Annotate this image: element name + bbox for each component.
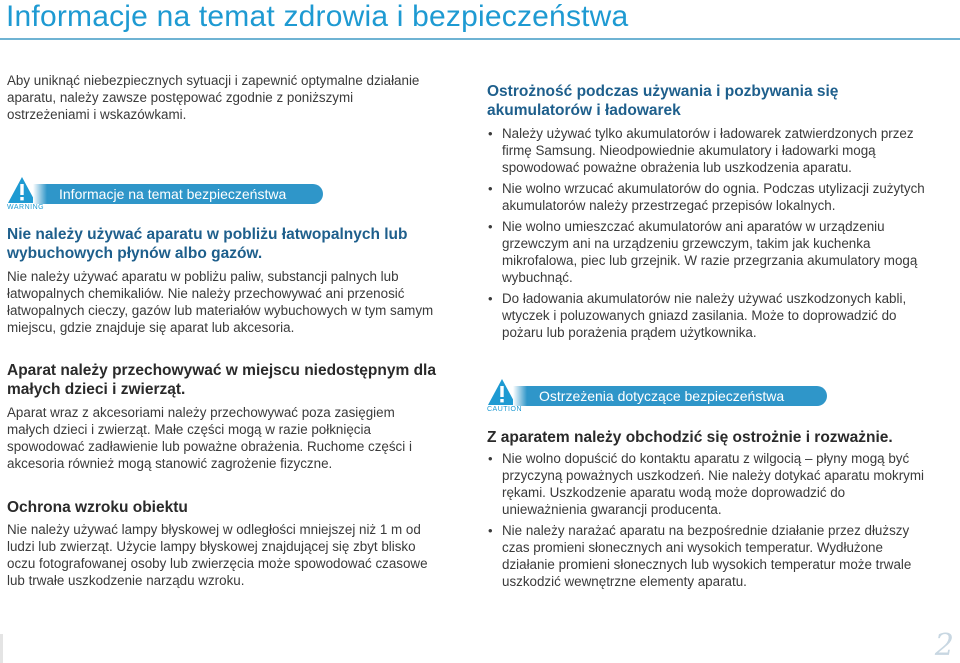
list-item: • Nie wolno dopuścić do kontaktu aparatu z wilgocią – płyny mogą być przyczyną poważnych uszkodzeń. Nie należy dotykać aparatu mokrymi rękami. Uszkodzenie aparatu wodą może doprowadzić do unieważnienia gwarancji producenta.: [488, 451, 924, 517]
list-item: • Nie wolno umieszczać akumulatorów ani aparatów w urządzeniu grzewczym ani na urządzeniu grzewczym, takim jak kuchenka mikrofalowa, piec lub grzejnik. W razie przegrzania akumulatory mogą wybuchnąć.: [488, 219, 918, 285]
left-paragraph-1: Nie należy używać aparatu w pobliżu paliw, substancji palnych lub łatwopalnych chemikaliów. Nie należy przechowywać ani przenosić łatwopalnych cieczy, gazów lub materiałów wybuchowych w tym samym miejscu, gdzie znajduje się aparat lub akcesoria.: [7, 269, 434, 335]
right-heading-2: Z aparatem należy obchodzić się ostrożnie i rozważnie.: [487, 429, 893, 446]
battery-bullet-list: [487, 125, 927, 345]
list-item: • Do ładowania akumulatorów nie należy używać uszkodzonych kabli, wtyczek i poluzowanych gniazd zasilania. Może to doprowadzić do pożaru lub porażenia prądem użytkownika.: [488, 291, 907, 340]
intro-paragraph: Aby uniknąć niebezpiecznych sytuacji i zapewnić optymalne działanie aparatu, należy zawsze postępować zgodnie z poniższymi ostrzeżeniami i wskazówkami.: [7, 73, 420, 122]
page-number: 2: [934, 628, 954, 663]
page-title: Informacje na temat zdrowia i bezpieczeństwa: [6, 0, 629, 33]
warning-label-row: [7, 176, 407, 216]
left-paragraph-2: Aparat wraz z akcesoriami należy przechowywać poza zasięgiem małych dzieci i zwierząt. Małe części mogą w razie połknięcia spowodować zadławienie lub poważne obrażenia. Ruchome części i akcesoria również mogą stanowić zagrożenie fizyczne.: [7, 405, 412, 471]
list-item: • Nie wolno wrzucać akumulatorów do ognia. Podczas utylizacji zużytych akumulatorów należy przestrzegać przepisów lokalnych.: [488, 181, 925, 213]
left-paragraph-3: Nie należy używać lampy błyskowej w odległości mniejszej niż 1 m od ludzi lub zwierząt. Użycie lampy błyskowej znajdującej się zbyt blisko oczu fotografowanej osoby lub zwierzęcia może spowodować czasowe lub trwałe uszkodzenie narządu wzroku.: [7, 522, 428, 588]
caution-label-row: [487, 378, 907, 418]
handling-bullet-list: [487, 450, 927, 594]
safety-label: Informacje na temat bezpieczeństwa: [47, 184, 323, 204]
page-edge-marker: [0, 634, 3, 663]
left-heading-3: Ochrona wzroku obiektu: [7, 499, 188, 516]
right-heading-1: Ostrożność podczas używania i pozbywania się akumulatorów i ładowarek: [487, 83, 839, 119]
warning-word: WARNING: [7, 204, 45, 211]
list-item: • Należy używać tylko akumulatorów i ładowarek zatwierdzonych przez firmę Samsung. Nieodpowiednie akumulatory i ładowarki mogą spowodować poważne obrażenia lub uszkodzenia aparatu.: [488, 126, 914, 175]
list-item: • Nie należy narażać aparatu na bezpośrednie działanie przez dłuższy czas promieni słonecznych ani wysokich temperatur. Wydłużone działanie promieni słonecznych lub wysokich temperatur może trwale uszkodzić wewnętrzne elementy aparatu.: [488, 523, 912, 589]
caution-label: Ostrzeżenia dotyczące bezpieczeństwa: [527, 386, 827, 406]
title-divider: [0, 38, 960, 40]
caution-word: CAUTION: [487, 406, 522, 413]
left-heading-2: Aparat należy przechowywać w miejscu niedostępnym dla małych dzieci i zwierząt.: [7, 362, 436, 398]
left-heading-1: Nie należy używać aparatu w pobliżu łatwopalnych lub wybuchowych płynów albo gazów.: [7, 226, 408, 262]
